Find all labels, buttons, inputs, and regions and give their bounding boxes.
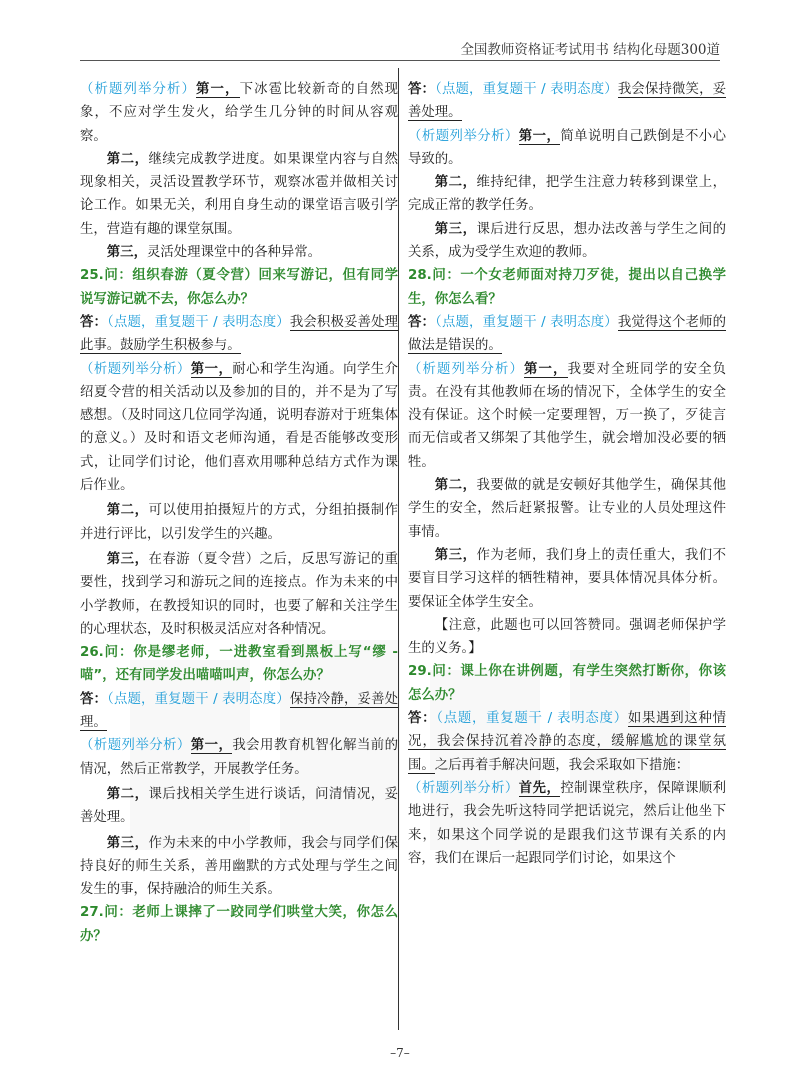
answer-29: 答：（点题，重复题干 / 表明态度）如果遇到这种情况，我会保持沉着冷静的态度，缓解尴尬的课堂氛围。之后再着手解决问题，我会采取如下措施： (408, 711, 727, 773)
analysis-paragraph: （析题列举分析）第一，下冰雹比较新奇的自然现象，不应对学生发火，给学生几分钟的时间从容观察。 (80, 82, 399, 144)
analysis-paragraph: （析题列举分析）第一，我要对全班同学的安全负责。在没有其他教师在场的情况下，全体学生的安全没有保证。这个时候一定要理智，万一换了，歹徒言而无信或者又绑架了其他学生，就会增加没必要的牺牲。 (408, 361, 727, 470)
point-paragraph: 第三，课后进行反思，想办法改善与学生之间的关系，成为受学生欢迎的教师。 (408, 221, 726, 261)
answer-25: 答：（点题，重复题干 / 表明态度）我会积极妥善处理此事。鼓励学生积极参与。 (80, 314, 399, 354)
answer-26: 答：（点题，重复题干 / 表明态度）保持冷静，妥善处理。 (80, 691, 399, 731)
point-paragraph: 第二，维持纪律，把学生注意力转移到课堂上，完成正常的教学任务。 (408, 175, 726, 214)
analysis-paragraph: （析题列举分析）第一，耐心和学生沟通。向学生介绍夏令营的相关活动以及参加的目的，并不是为了写感想。（及时同这几位同学沟通，说明春游对于班集体的意义。）及时和语文老师沟通，看是否能够改变形式，让同学们讨论，他们喜欢用哪种总结方式作为课后作业。 (80, 361, 399, 494)
header-rule (80, 60, 720, 61)
point-paragraph: 第二，课后找相关学生进行谈话，问清情况，妥善处理。 (80, 786, 398, 826)
analysis-paragraph: （析题列举分析）第一，简单说明自己跌倒是不小心导致的。 (408, 128, 727, 167)
point-paragraph: 第三，灵活处理课堂中的各种异常。 (106, 245, 322, 261)
question-29: 29.问：课上你在讲例题，有学生突然打断你，你该怎么办？ (408, 664, 726, 703)
answer-27: 答：（点题，重复题干 / 表明态度）我会保持微笑，妥善处理。 (408, 82, 727, 121)
point-paragraph: 第二，继续完成教学进度。如果课堂内容与自然现象相关，灵活设置教学环节，观察冰雹并做相关讨论工作。如果无关，利用自身生动的课堂语言吸引学生，营造有趣的课堂氛围。 (80, 151, 398, 237)
note-paragraph: 【注意，此题也可以回答赞同。强调老师保护学生的义务。】 (408, 617, 726, 657)
question-25: 25.问：组织春游（夏令营）回来写游记，但有同学说写游记就不去，你怎么办？ (80, 268, 398, 307)
point-paragraph: 第三，作为未来的中小学教师，我会与同学们保持良好的师生关系，善用幽默的方式处理与学生之间发生的事，保持融洽的师生关系。 (80, 835, 398, 898)
right-column (408, 78, 726, 870)
running-header: 全国教师资格证考试用书 结构化母题300道 (460, 42, 720, 58)
analysis-paragraph: （析题列举分析）首先，控制课堂秩序，保障课顺利地进行，我会先听这特同学把话说完，然后让他坐下来，如果这个同学说的是跟我们这节课有关系的内容，我们在课后一起跟同学们讨论，如果这个 (408, 780, 727, 866)
point-paragraph: 第三，作为老师，我们身上的责任重大，我们不要盲目学习这样的牺牲精神，要具体情况具体分析。要保证全体学生安全。 (408, 547, 726, 610)
column-divider (398, 68, 399, 1030)
point-paragraph: 第三，在春游（夏令营）之后，反思写游记的重要性，找到学习和游玩之间的连接点。作为未来的中小学教师，在教授知识的同时，也要了解和关注学生的心理状态，及时积极灵活应对各种情况。 (80, 551, 398, 637)
point-paragraph: 第二，我要做的就是安顿好其他学生，确保其他学生的安全，然后赶紧报警。让专业的人员处理这件事情。 (408, 478, 726, 540)
point-paragraph: 第二，可以使用拍摄短片的方式，分组拍摄制作并进行评比，以引发学生的兴趣。 (80, 503, 398, 542)
analysis-paragraph: （析题列举分析）第一，我会用教育机智化解当前的情况，然后正常教学，开展教学任务。 (80, 738, 399, 777)
question-26: 26.问：你是缪老师，一进教室看到黑板上写“缪 - 喵”，还有同学发出喵喵叫声，你怎么办？ (80, 645, 398, 684)
left-column (80, 78, 398, 948)
page-number: –7– (390, 1046, 410, 1060)
question-28: 28.问：一个女老师面对持刀歹徒，提出以自己换学生，你怎么看？ (408, 268, 726, 307)
answer-28: 答：（点题，重复题干 / 表明态度）我觉得这个老师的做法是错误的。 (408, 314, 727, 354)
question-27: 27.问：老师上课摔了一跤同学们哄堂大笑，你怎么办？ (80, 905, 398, 944)
